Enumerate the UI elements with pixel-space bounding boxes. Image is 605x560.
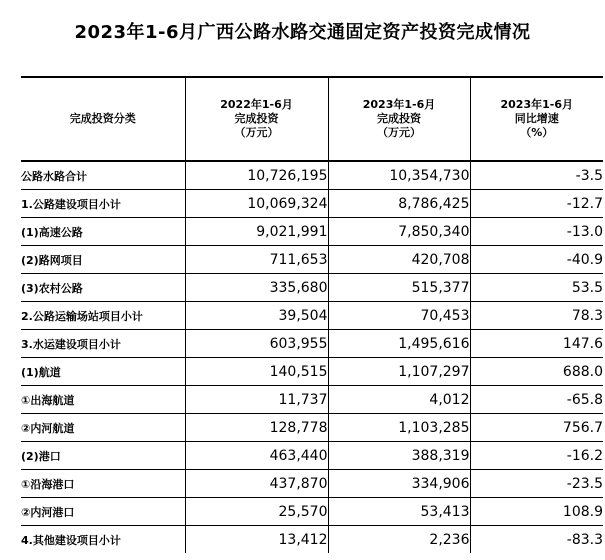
page-title: 2023年1-6月广西公路水路交通固定资产投资完成情况 bbox=[74, 22, 531, 43]
table-row: 公路水路合计 10,726,195 10,354,730 -3.5 bbox=[21, 161, 603, 190]
table-row: 4.其他建设项目小计 13,412 2,236 -83.3 bbox=[21, 526, 603, 554]
table-row: 1.公路建设项目小计 10,069,324 8,786,425 -12.7 bbox=[21, 190, 603, 218]
table-row: ①沿海港口 437,870 334,906 -23.5 bbox=[21, 470, 603, 498]
table-row: ②内河港口 25,570 53,413 108.9 bbox=[21, 498, 603, 526]
table-row: ①出海航道 11,737 4,012 -65.8 bbox=[21, 386, 603, 414]
header-2023: 2023年1-6月 完成投资 （万元） bbox=[328, 77, 470, 161]
table-header-row bbox=[21, 77, 603, 161]
table-row: (1)高速公路 9,021,991 7,850,340 -13.0 bbox=[21, 218, 603, 246]
table-row: (2)港口 463,440 388,319 -16.2 bbox=[21, 442, 603, 470]
table-row: (3)农村公路 335,680 515,377 53.5 bbox=[21, 274, 603, 302]
table-row: (2)路网项目 711,653 420,708 -40.9 bbox=[21, 246, 603, 274]
table-row: (1)航道 140,515 1,107,297 688.0 bbox=[21, 358, 603, 386]
table-row: ②内河航道 128,778 1,103,285 756.7 bbox=[21, 414, 603, 442]
header-2022: 2022年1-6月 完成投资 （万元） bbox=[185, 77, 328, 161]
header-category: 完成投资分类 bbox=[21, 77, 185, 161]
header-growth: 2023年1-6月 同比增速 （%） bbox=[470, 77, 603, 161]
investment-table bbox=[21, 76, 603, 553]
table-row: 2.公路运输场站项目小计 39,504 70,453 78.3 bbox=[21, 302, 603, 330]
table-row: 3.水运建设项目小计 603,955 1,495,616 147.6 bbox=[21, 330, 603, 358]
